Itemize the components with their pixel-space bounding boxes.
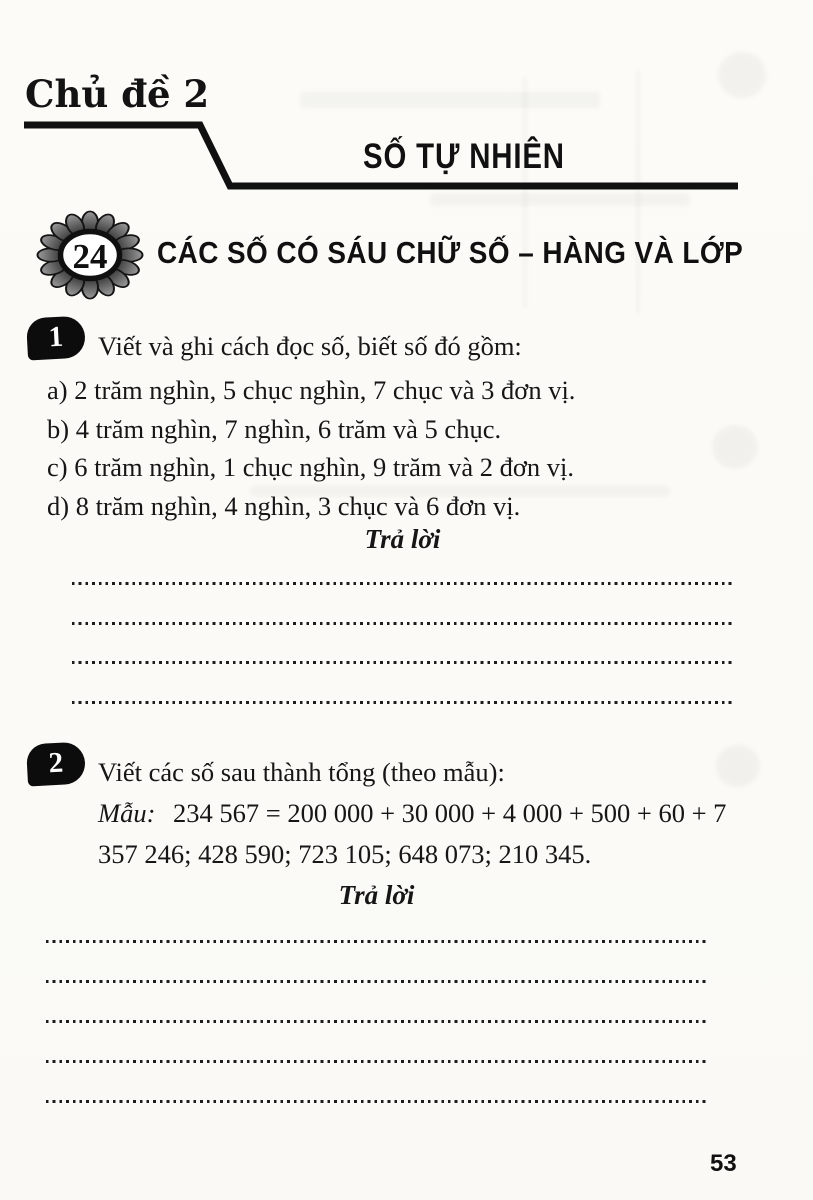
exercise2-number-badge <box>26 742 86 787</box>
exercise1-item-c: c) 6 trăm nghìn, 1 chục nghìn, 9 trăm và 2 đơn vị. <box>47 452 574 483</box>
bleed-through-artifact <box>300 92 600 108</box>
topic-label: Chủ đề 2 <box>25 72 210 116</box>
lesson-number: 24 <box>72 237 108 276</box>
bleed-through-artifact <box>712 425 758 469</box>
example-expression: 234 567 = 200 000 + 30 000 + 4 000 + 500 + 60 + 7 <box>173 798 727 828</box>
answer-line <box>72 701 733 704</box>
exercise1-number-badge <box>26 316 86 361</box>
exercise2-answer-heading: Trả lời <box>338 880 415 910</box>
bleed-through-artifact <box>430 193 690 206</box>
exercise2-number: 2 <box>47 746 64 779</box>
exercise1-item-a: a) 2 trăm nghìn, 5 chục nghìn, 7 chục và 3 đơn vị. <box>47 375 576 405</box>
bleed-through-artifact <box>716 745 760 787</box>
answer-line <box>72 661 733 664</box>
example-label: Mẫu: <box>98 798 156 828</box>
answer-line <box>46 980 707 983</box>
bleed-through-artifact <box>637 70 639 315</box>
exercise1-answer-heading: Trả lời <box>364 524 441 554</box>
exercise1-item-b: b) 4 trăm nghìn, 7 nghìn, 6 trăm và 5 chục. <box>47 413 502 444</box>
lesson-title: CÁC SỐ CÓ SÁU CHỮ SỐ – HÀNG VÀ LỚP <box>157 235 744 270</box>
answer-line <box>72 622 733 625</box>
exercise2-numbers: 357 246; 428 590; 723 105; 648 073; 210 345. <box>98 839 592 869</box>
exercise1-prompt: Viết và ghi cách đọc số, biết số đó gồm: <box>98 331 522 361</box>
exercise1-item-d: d) 8 trăm nghìn, 4 nghìn, 3 chục và 6 đơn vị. <box>47 490 521 521</box>
answer-line <box>46 1060 707 1063</box>
answer-line <box>72 582 733 585</box>
answer-line <box>46 1100 707 1103</box>
exercise2-prompt: Viết các số sau thành tổng (theo mẫu): <box>98 757 505 787</box>
exercise1-item-list <box>47 371 575 525</box>
exercise1-number: 1 <box>47 320 64 353</box>
exercise2-example-row <box>98 798 726 829</box>
answer-line <box>46 1020 707 1023</box>
bleed-through-artifact <box>718 52 766 98</box>
bleed-through-artifact <box>524 78 526 308</box>
lesson-number-badge flower-icon <box>34 208 146 302</box>
answer-line <box>46 940 707 943</box>
section-title: SỐ TỰ NHIÊN <box>363 137 565 176</box>
page-number: 53 <box>710 1150 737 1177</box>
